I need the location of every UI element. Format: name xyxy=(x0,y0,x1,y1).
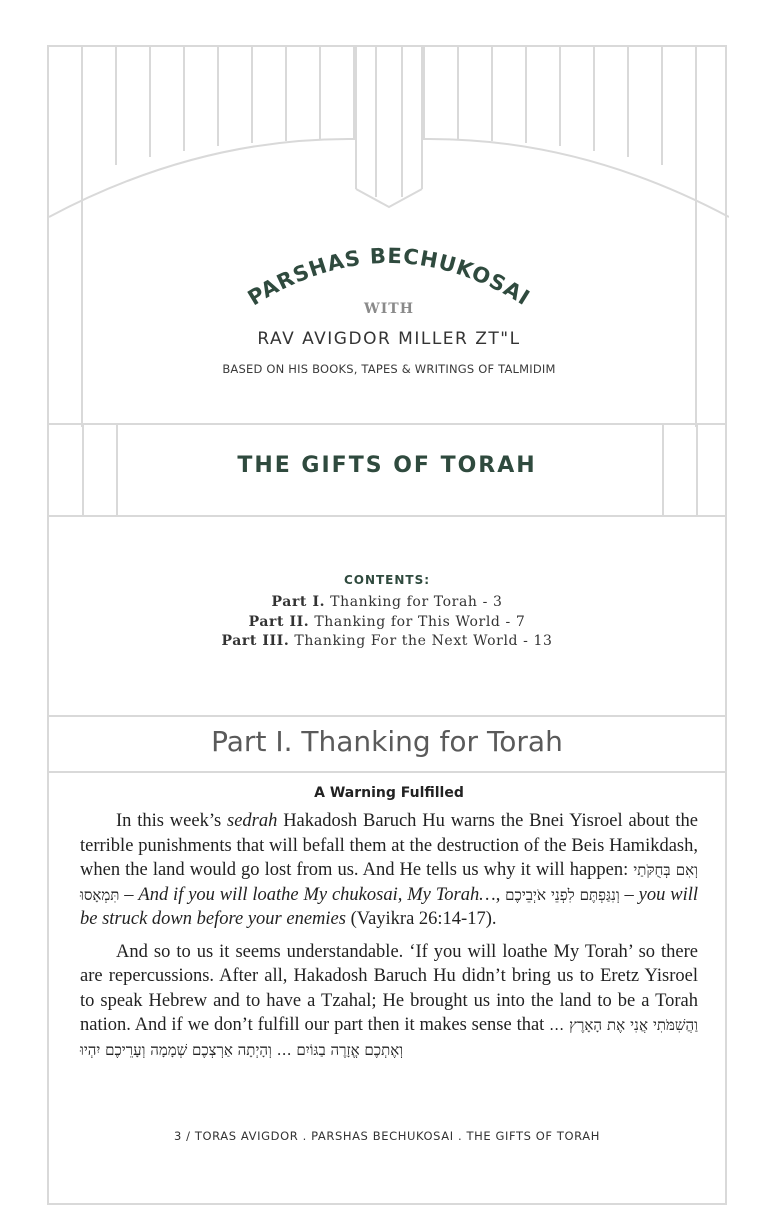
hebrew-quote: וְאִם בְּחֻקֹּתַי תִּמְאָסוּ xyxy=(80,861,698,904)
toc-item[interactable] xyxy=(49,632,725,652)
text-run: – xyxy=(619,884,639,905)
toc-item-text: Thanking for This World - 7 xyxy=(314,613,526,630)
italic-run: sedrah xyxy=(227,811,278,831)
contents-heading: CONTENTS: xyxy=(343,573,431,587)
part-heading: Part I. Thanking for Torah xyxy=(211,725,563,758)
italic-run: you will be struck down before your enemies xyxy=(80,884,698,929)
author-name: RAV AVIGDOR MILLER ZT"L xyxy=(257,329,521,349)
article-body xyxy=(80,785,698,1070)
toc-part-label: Part II. xyxy=(248,613,310,630)
toc-item[interactable] xyxy=(49,593,725,613)
arched-title-text: PARSHAS BECHUKOSAI xyxy=(243,243,535,307)
toc-part-label: Part I. xyxy=(271,594,326,610)
paragraph xyxy=(80,809,698,932)
text-run: (Vayikra 26:14-17). xyxy=(345,909,497,929)
text-run: Hakadosh Baruch Hu warns the Bnei Yisroel about the terrible punishments that will befall them at the destruction of the Beis Hamikdash, when the land would go lost from us. And He tells us why it will happen: xyxy=(80,811,698,880)
text-run: , xyxy=(495,884,506,905)
title-band xyxy=(49,423,725,517)
page-footer: 3 / TORAS AVIGDOR . PARSHAS BECHUKOSAI . THE GIFTS OF TORAH xyxy=(174,1129,600,1143)
paragraph xyxy=(80,940,698,1063)
article-subheading: A Warning Fulfilled xyxy=(314,785,464,801)
with-label: WITH xyxy=(364,301,414,317)
table-of-contents xyxy=(49,573,725,652)
hebrew-quote: וְנִגַּפְתֶּם לִפְנֵי אֹיְבֵיכֶם xyxy=(505,885,620,904)
text-run: – xyxy=(119,884,139,905)
toc-part-label: Part III. xyxy=(221,633,290,649)
page-frame xyxy=(47,45,727,1205)
toc-item-text: Thanking For the Next World - 13 xyxy=(294,633,553,649)
text-run: And so to us it seems understandable. ‘If you will loathe My Torah’ so there are repercussions. After all, Hakadosh Baruch Hu didn’t bring us to Eretz Yisroel to speak Hebrew and to have a Tzahal; He brought us into the land to be a Torah nation. And if we don’t fulfill our part then it makes sense that xyxy=(80,941,698,1035)
svg-text:PARSHAS BECHUKOSAI xyxy=(244,244,535,307)
toc-item-text: Thanking for Torah - 3 xyxy=(330,594,503,610)
source-note: BASED ON HIS BOOKS, TAPES & WRITINGS OF TALMIDIM xyxy=(222,362,556,376)
arched-title xyxy=(49,47,729,307)
text-run: In this week’s xyxy=(116,811,227,831)
toc-item[interactable] xyxy=(49,613,725,633)
italic-run: And if you will loathe My chukosai, My Torah… xyxy=(138,884,496,905)
part-heading-band xyxy=(49,715,725,773)
hebrew-quote: וַהֲשִׁמֹּתִי אֲנִי אֶת הָאָרֶץ … וְאֶתְכֶם אֱזָרֶה בַגּוֹיִם … וְהָיְתָה אַרְצְכֶם שְׁמָמָה וְעָרֵיכֶם יִהְיוּ xyxy=(80,1016,698,1059)
section-title: THE GIFTS OF TORAH xyxy=(237,453,537,478)
